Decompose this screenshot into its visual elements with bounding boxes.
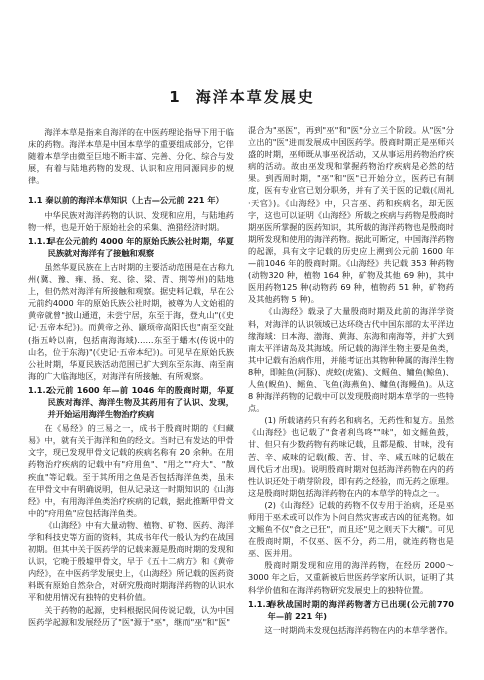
left-column (28, 126, 234, 628)
section-1-1-1-title: 早在公元前约 4000 年的原始氏族公社时期，华夏民族就对海洋有了接触和观察 (47, 235, 234, 258)
feature-1-paragraph: (1) 所载诸药只有药名和病名，无药性和复方。虽然《山海经》也记载了"食者利鸟咚""味"，如文鳐鱼鼓，甘、但只有少数药物有药味记载，且都是酸、甘味，没有苦、辛、咸味的记载(酸、苦、甘、辛、咸五味的记载在周代后才出现)。说明殷商时期对包括海洋药物在内的药性认识还处于萌芽阶段，即有药之经验，而无药之原理。这是殷商时期包括海洋药物在内的本草学的特点之一。 (248, 415, 454, 498)
section-1-1-2-paragraph-1: 在《易经》的三易之一，成书于殷商时期的《归藏易》中，就有关于海洋和鱼的经文。当时已有发达的甲骨文字，现已发现甲骨文记载的疾病名称有 20 余种。在用药物治疗疾病的记载中有"疛用鱼"、"用之""疛大"、"散疾血"等记载。至于其所用之鱼是否包括海洋鱼类，虽未在甲骨文中有明确说明，但从记录这一时期知识的《山海经》中，有用海洋鱼类治疗疾病的记载，据此推断甲骨文中的"疛用鱼"应包括海洋鱼类。 (28, 423, 234, 518)
right-column (248, 124, 454, 636)
continued-paragraph: 混合为"巫医"，再到"巫"和"医"分立三个阶段。从"医"分立出的"医"进而发展成中国医药学。殷商时期正是巫师兴盛的时期，巫师既从事巫祝活动，又从事运用药物治疗疾病的活动。故由巫发现和掌握药物治疗疾病是必然的结果。到西周时期，"巫"和"医"已开始分立，医药已有制度，医有专业官已划分职务，并有了关于医的记载(《周礼·天官》)。《山海经》中，只言巫、药和疾病名，却无医字，这也可以证明《山海经》所载之疾病与药物是殷商时期巫医所掌握的医药知识，其所载的海洋药物也是殷商时期所发现和使用的海洋药物。据此可断定，中国海洋药物的起源，具有文字记载的历史应上溯到公元前 1600 年—前1046 年的殷商时期。《山海经》共记载 353 种药物(动物320 种，植物 164 种，矿物及其他 69 种)，其中医用药物125 种(动物药 69 种，植物药 51 种，矿物药及其他药物 5 种)。 (248, 125, 454, 305)
section-1-1-3-heading (248, 598, 454, 622)
chapter-title-text: 海洋本草发展史 (195, 88, 315, 106)
section-1-1-2-paragraph-3: 关于药物的起源，史料根据民间传说记载，认为中国医药学起源和发展经历了"医"源于"巫"，继而"巫"和"医" (28, 604, 234, 627)
section-1-1-3-paragraph: 这一时期尚未发现包括海洋药物在内的本草学著作。 (264, 624, 453, 635)
shanhaijing-paragraph: 《山海经》载录了大量殷商时期及此前的海洋学资料，对海洋的认识领域已达环绕古代中国东部的太平洋边缘海域：日本海、渤海、黄海、东海和南海等，并扩大到南太平洋诸岛及其海域。所记载的海洋生物主要是鱼类，其中记载有治病作用，并能考证出其物种种属的海洋生物 8种，即鲑鱼(河豚)、虎蛟(虎鲨)、文鳐鱼、鳙鱼(鲸鱼)、人鱼(鲵鱼)、鳐鱼、飞鱼(海燕鱼)、鳙鱼(海鳗鱼)。从这 8 种海洋药物的记载中可以发现殷商时期本草学的一些特点。 (248, 306, 454, 414)
section-1-1-2-paragraph-2: 《山海经》中有大量动物、植物、矿物、医药、海洋学和科技史等方面的资料，其成书年代一般认为约在战国初期。但其中关于医药学的记载来源是殷商时期的发现和认识，它晚于殷墟甲骨文，早于《五十二病方》和《黄帝内经》，在中医药学发展史上，《山海经》所记载的医药资料既有原始自然杂合，对研究殷商时期海洋药物的认识水平和使用情况有独特的史料价值。 (28, 519, 234, 603)
section-1-1-2-heading (28, 384, 234, 420)
section-1-1-paragraph: 中华民族对海洋药物的认识、发现和应用，与陆地药物一样，也是开始于原始社会的采集、渔猎经济时期。 (28, 209, 234, 232)
section-1-1-1-paragraph: 虽然华夏民族在上古时期的主要活动范围是在古称九州(冀、豫、雍、扬、兖、徐、梁、青、荆等州)的陆地上，但仍然对海洋有所接触和观察。据史料记载，早在公元前约4000 年的原始氏族公社时期，被尊为人文始祖的黄帝就曾"披山通道，未尝宁居，东至于海，登丸山"(《史记·五帝本纪》)。而黄帝之孙、颛顼帝高阳氏也"南至交趾(指五岭以南，包括南海海域)……东至于蟠木(传说中的山名，位于东海)"(《史记·五帝本纪》)。可见早在原始氏族公社时期，华夏民族活动范围已扩大到东至东海、南至南海的广大临海地区，对海洋有所接触、有所观察。 (28, 261, 234, 381)
section-1-1-3-title: 春秋战国时期的海洋药物著方已出现(公元前770 年—前 221 年) (267, 598, 454, 621)
section-1-1-3-number: 1.1.3 (248, 598, 272, 609)
section-1-1-2-title: 公元前 1600 年—前 1046 年的殷商时期，华夏民族对海洋、海洋生物及其药用有了认识、发现，并开始运用海洋生物治疗疾病 (47, 384, 234, 420)
section-1-1-1-number: 1.1.1 (28, 235, 52, 246)
value-paragraph: 殷商时期发现和应用的海洋药物，在经历 2000～3000 年之后，又重新被后世医药学家所认识，证明了其科学价值和在海洋药物研究发展史上的独特位置。 (248, 560, 454, 595)
chapter-number: 1 (169, 88, 182, 106)
section-1-1-heading: 1.1 秦以前的海洋本草知识（上古—公元前 221 年） (28, 195, 224, 206)
chapter-title (0, 86, 484, 107)
section-1-1-1-heading (28, 235, 234, 259)
intro-paragraph: 海洋本草是指来自海洋的在中医药理论指导下用于临床的药物。海洋本草是中国本草学的重要组成部分，它伴随着本草学由微至巨地不断丰富、完善、分化、综合与发展，有着与陆地药物的发现、认识和应用同源同步的规律。 (28, 127, 234, 186)
section-1-1-2-number: 1.1.2 (28, 384, 52, 395)
feature-2-paragraph: (2)《山海经》记载的药物不仅专用于治病，还是巫师用于巫术或可以作为卜问自然灾害或吉凶的征兆物。如文鳐鱼不仅"食之已狂"，而且还"见之则天下大穰"。可见在殷商时期，不仅巫、医不分，药二用，就连药物也是巫、医并用。 (248, 499, 454, 559)
